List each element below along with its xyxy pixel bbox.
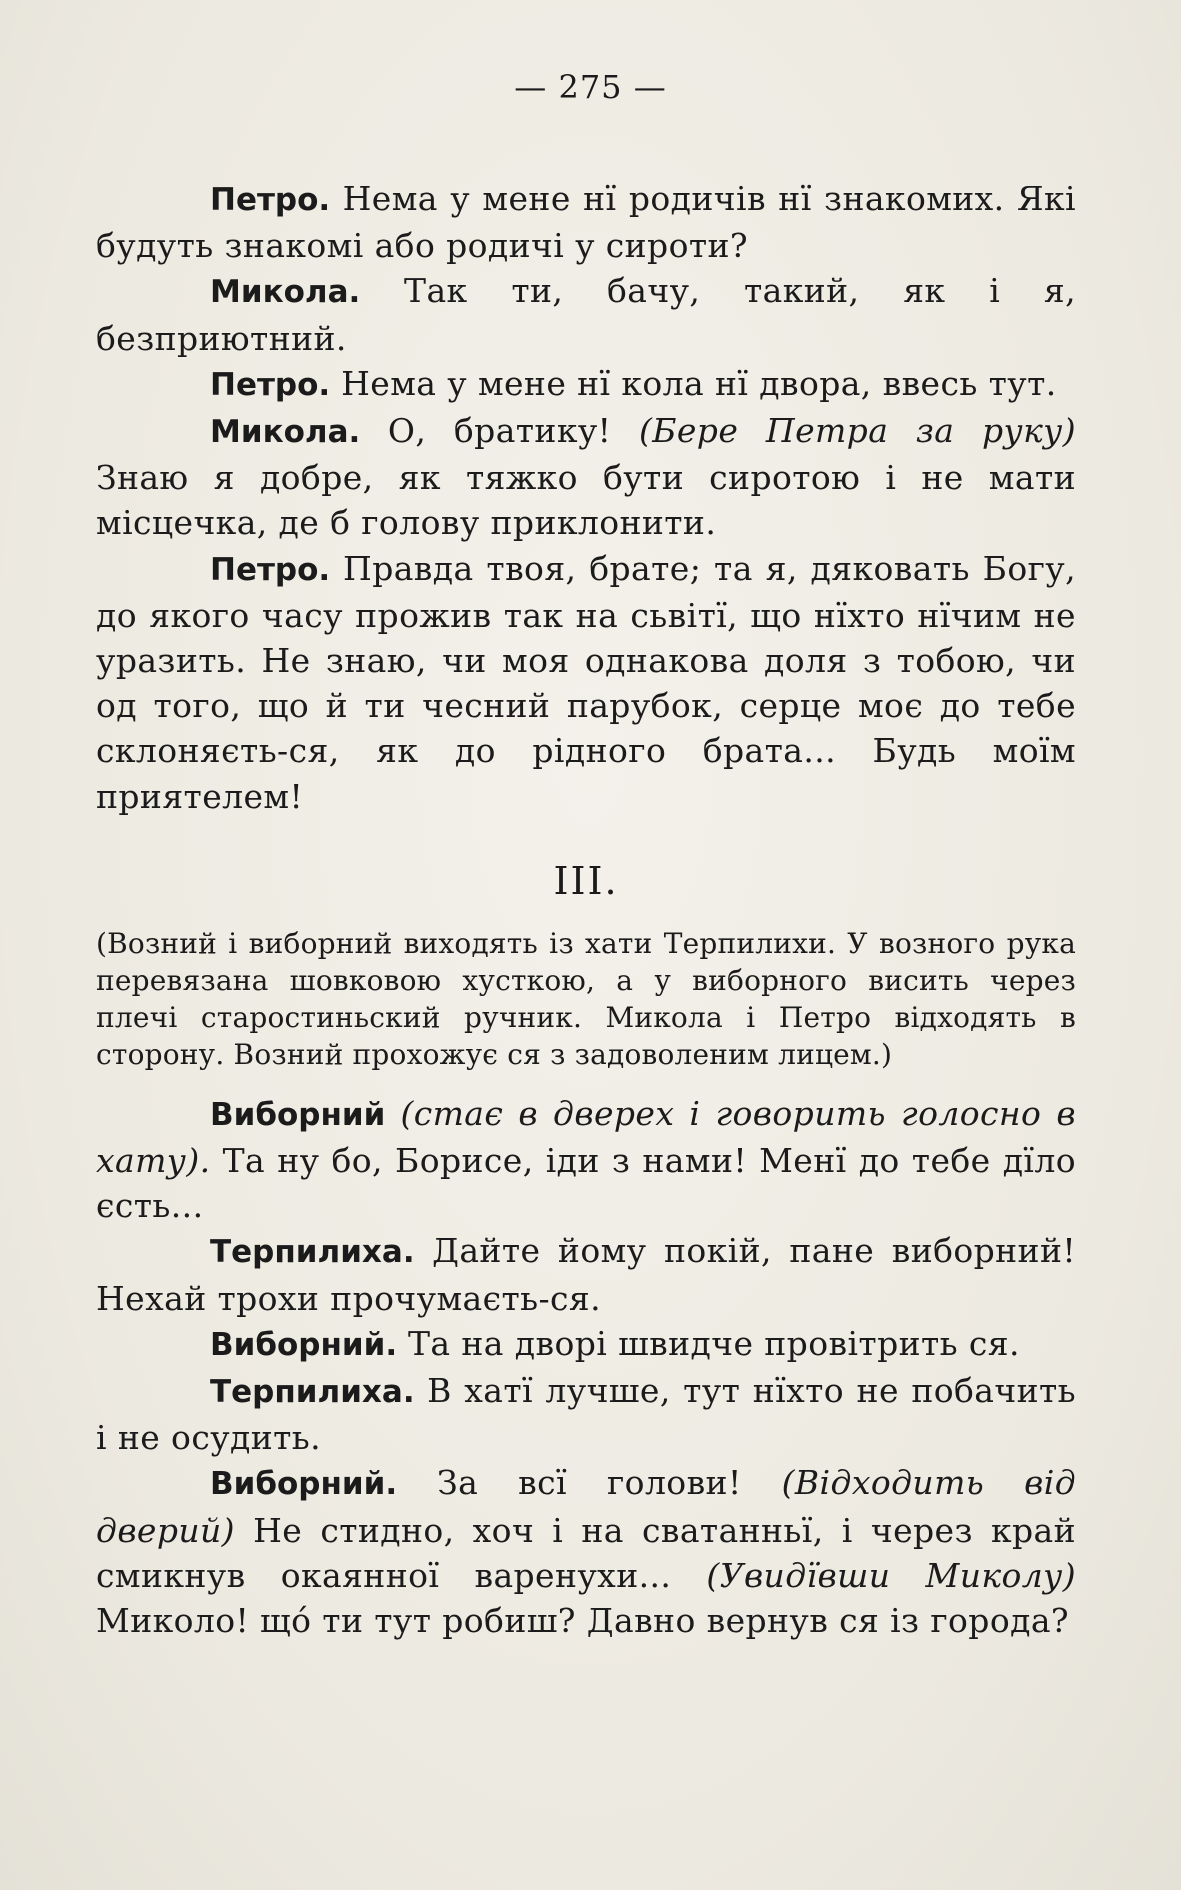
dialogue-line: [96, 1321, 1076, 1368]
speaker-name: Виборний: [210, 1096, 386, 1133]
dialogue-text: Миколо! щó ти тут робиш? Давно вернув ся із города?: [96, 1601, 1069, 1641]
speaker-name: Петро.: [210, 551, 331, 588]
dialogue-text: Не стидно, хоч і на сватанньї, і через край смикнув окаянної варенухи...: [96, 1510, 1076, 1595]
speaker-name: Терпилиха.: [210, 1234, 415, 1271]
stage-note: (Увидївши Миколу): [706, 1555, 1076, 1595]
dialogue-line: [96, 1091, 1076, 1229]
dialogue-text: Нема у мене нї кола нї двора, ввесь тут.: [330, 363, 1057, 403]
dialogue-text: [385, 1094, 400, 1133]
dialogue-line: [96, 546, 1076, 819]
stage-note: (Відходить від дверий): [96, 1463, 1077, 1550]
page-body: [96, 176, 1076, 1643]
speaker-name: Виборний.: [210, 1326, 398, 1363]
dialogue-text: Правда твоя, брате; та я, дяковать Богу, до якого часу прожив так на сьвітї, що нїхто нїчим не уразить. Не знаю, чи моя однакова доля з тобою, чи од того, що й ти чесний парубок, серце моє до тебе склоняєть-ся, як до рідного брата... Будь моїм приятелем!: [96, 548, 1076, 816]
speaker-name: Микола.: [210, 274, 361, 311]
dialogue-text: Знаю я добре, як тяжко бути сиротою і не мати місцечка, де б голову приклонити.: [96, 458, 1076, 543]
stage-note: (стає в дверех і говорить голосно в хату).: [96, 1093, 1076, 1181]
scene-heading: III.: [553, 858, 619, 903]
stage-direction: (Возний і виборний виходять із хати Терпилихи. У возного рука перевязана шовковою хусткою, а у виборного висить через плечі старостиньский ручник. Микола і Петро відходять в сторону. Возний прохожує ся з задоволеним лицем.): [96, 926, 1076, 1071]
dialogue-text: О, братику!: [360, 411, 639, 451]
dialogue-line: [96, 361, 1076, 408]
dialogue-line: [96, 268, 1076, 360]
dialogue-line: [96, 1460, 1076, 1643]
speaker-name: Петро.: [210, 366, 331, 403]
dialogue-line: [96, 176, 1076, 268]
page-number: — 275 —: [514, 68, 667, 106]
dialogue-text: За всї голови!: [397, 1463, 782, 1503]
dialogue-text: Та на дворі швидче провітрить ся.: [397, 1323, 1020, 1363]
dialogue-text: Та ну бо, Борисе, іди з нами! Менї до тебе дїло єсть...: [96, 1141, 1076, 1226]
dialogue-text: В хатї лучше, тут нїхто не побачить і не осудить.: [96, 1371, 1076, 1458]
dialogue-text: Нема у мене нї родичів нї знакомих. Які будуть знакомі або родичі у сироти?: [96, 179, 1076, 266]
dialogue-text: Так ти, бачу, такий, як і я, безприютний.: [96, 271, 1076, 358]
stage-note: (Бере Петра за руку): [638, 411, 1076, 451]
dialogue-line: [96, 408, 1076, 546]
speaker-name: Виборний.: [210, 1466, 398, 1503]
dialogue-line: [96, 1228, 1076, 1320]
dialogue-text: Дайте йому покій, пане виборний! Нехай трохи прочумаєть-ся.: [96, 1231, 1076, 1318]
speaker-name: Петро.: [210, 182, 331, 218]
speaker-name: Терпилиха.: [210, 1374, 415, 1411]
dialogue-line: [96, 1368, 1076, 1460]
speaker-name: Микола.: [210, 414, 361, 451]
